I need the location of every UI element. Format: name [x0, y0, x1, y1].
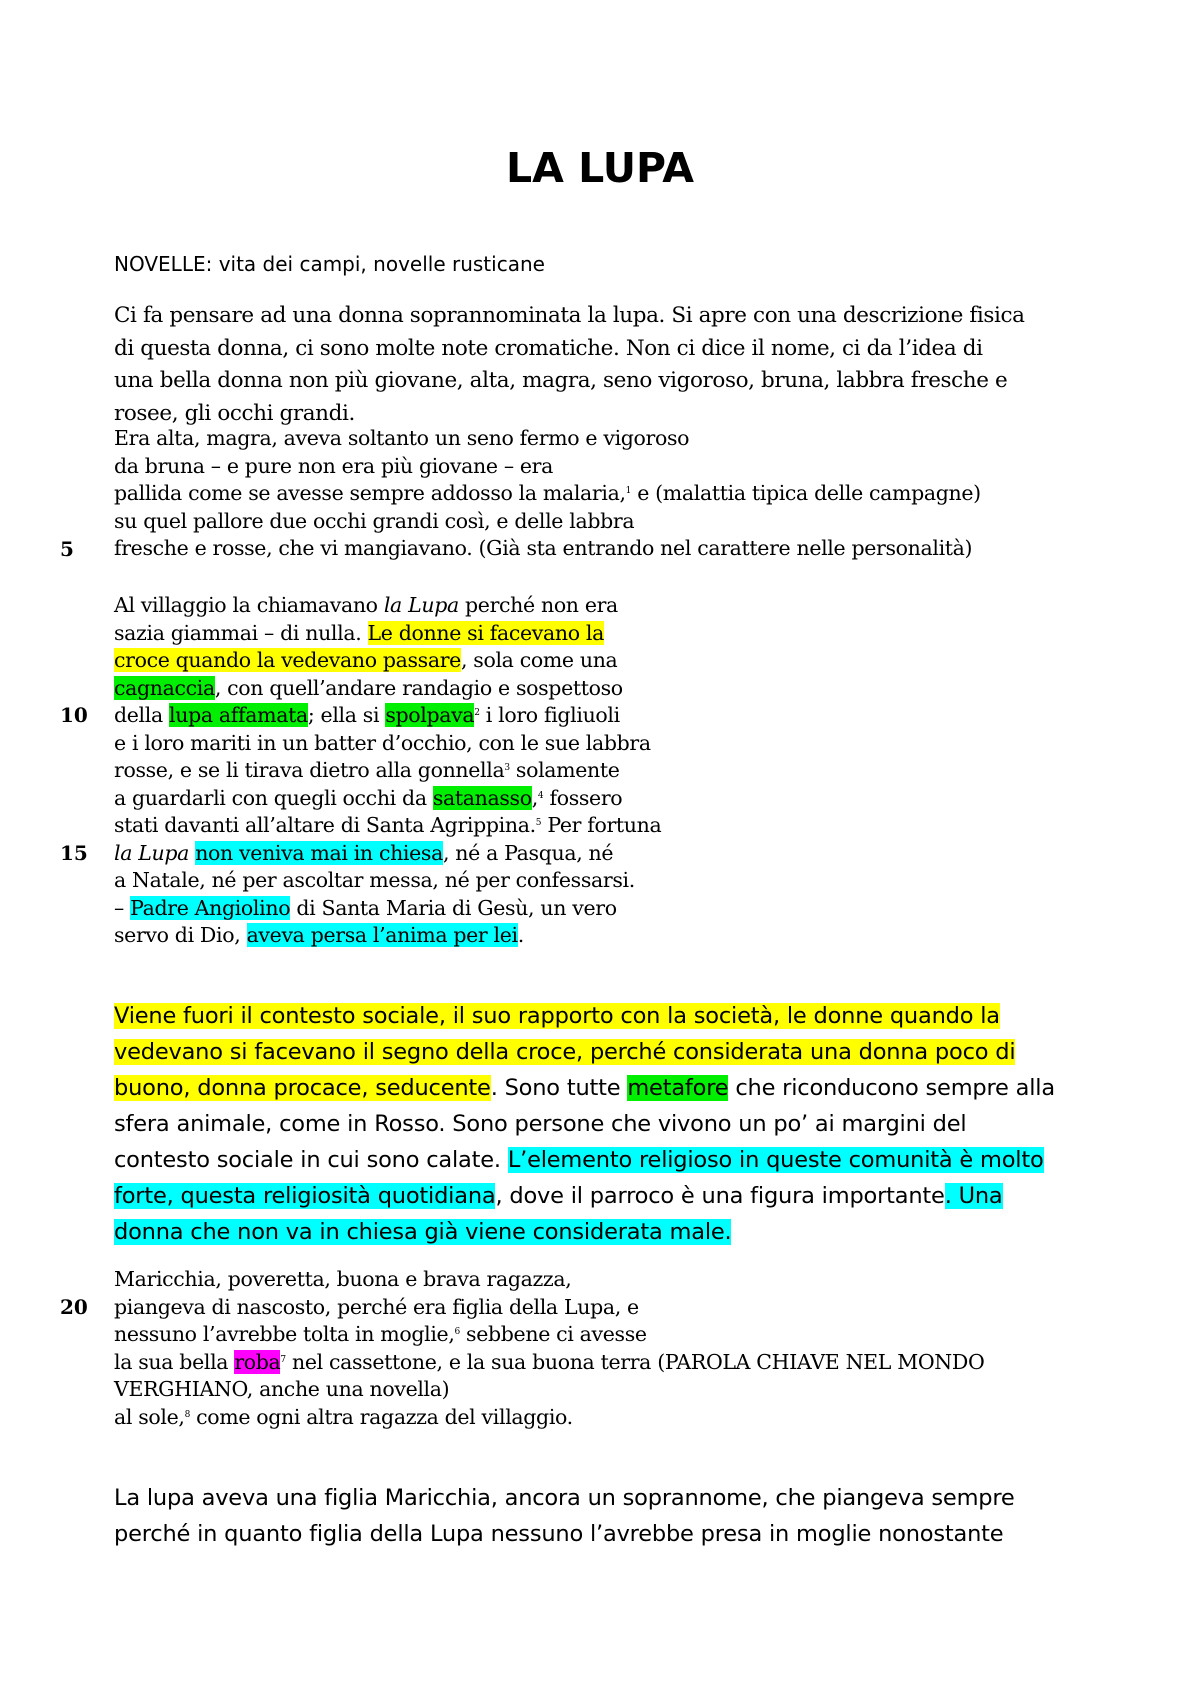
highlight-cyan: forte, questa religiosità quotidiana [114, 1183, 496, 1209]
comment-line [114, 1034, 1100, 1070]
highlight-cyan: aveva persa l’anima per lei [246, 923, 518, 947]
intro-line: Ci fa pensare ad una donna soprannominata la lupa. Si apre con una descrizione fisica [114, 303, 1025, 328]
poem-line: croce quando la vedevano passare, sola come una [114, 648, 618, 672]
highlight-yellow: buono, donna procace, seducente [114, 1075, 491, 1101]
footnote-ref: 4 [537, 790, 544, 801]
poem-line: la Lupa non veniva mai in chiesa, né a Pasqua, né [114, 840, 614, 865]
highlight-cyan: non veniva mai in chiesa [195, 840, 443, 865]
poem-excerpt-3 [114, 1266, 1100, 1431]
highlight-yellow: croce quando la vedevano passare [114, 648, 461, 672]
poem-line: piangeva di nascosto, perché era figlia della Lupa, e [114, 1294, 639, 1319]
commentary-paragraph-2 [114, 1480, 1100, 1552]
intro-paragraph [114, 300, 1100, 430]
comment-line [114, 1214, 1100, 1250]
poem-line: sazia giammai – di nulla. Le donne si facevano la [114, 620, 604, 645]
poem-line: pallida come se avesse sempre addosso la malaria,$^1$ e (malattia tipica delle campagne) [114, 481, 981, 505]
line-number: 15 [60, 841, 88, 865]
poem-line: Al villaggio la chiamavano la Lupa perché non era [114, 593, 618, 617]
comment-line [114, 998, 1100, 1034]
novelle-subtitle: NOVELLE: vita dei campi, novelle rusticane [114, 252, 545, 276]
poem-line: da bruna – e pure non era più giovane – era [114, 453, 553, 478]
highlight-yellow: Viene fuori il contesto sociale, il suo rapporto con la società, le donne quando la [114, 1003, 1000, 1029]
comment-line: La lupa aveva una figlia Maricchia, ancora un soprannome, che piangeva sempre [114, 1485, 1015, 1511]
poem-line: della lupa affamata; ella si spolpava$^2$ i loro figliuoli [114, 703, 620, 727]
intro-line: di questa donna, ci sono molte note cromatiche. Non ci dice il nome, ci da l’idea di [114, 335, 983, 361]
highlight-cyan: L’elemento religioso in queste comunità è molto [507, 1147, 1044, 1173]
poem-line: Era alta, magra, aveva soltanto un seno fermo e vigoroso [114, 426, 690, 450]
poem-line: Maricchia, poveretta, buona e brava ragazza, [114, 1267, 572, 1291]
comment-line: forte, questa religiosità quotidiana, dove il parroco è una figura importante. Una [114, 1183, 1003, 1209]
footnote-ref: 3 [504, 763, 510, 773]
highlight-magenta: roba [234, 1349, 281, 1374]
footnote-ref: 1 [625, 486, 632, 496]
document-title: LA LUPA [505, 144, 695, 192]
poem-line: servo di Dio, aveva persa l’anima per lei. [114, 923, 524, 947]
footnote-ref: 8 [184, 1409, 190, 1420]
poem-line: a guardarli con quegli occhi da satanasso,$^4$ fossero [114, 785, 623, 810]
commentary-paragraph-1 [114, 998, 1100, 1250]
highlight-yellow: Le donne si facevano la [367, 620, 604, 645]
comment-line: buono, donna procace, seducente. Sono tutte metafore che riconducono sempre alla [114, 1075, 1055, 1101]
poem-line: al sole,$^8$ come ogni altra ragazza del villaggio. [114, 1404, 573, 1429]
poem-line: VERGHIANO, anche una novella) [114, 1377, 450, 1401]
highlight-cyan: donna che non va in chiesa già viene considerata male. [114, 1219, 732, 1245]
poem-line: – Padre Angiolino di Santa Maria di Gesù, un vero [114, 895, 617, 920]
poem-line: fresche e rosse, che vi mangiavano. (Già sta entrando nel carattere nelle personalità) [114, 536, 973, 560]
poem-line: a Natale, né per ascoltar messa, né per confessarsi. [114, 868, 635, 892]
highlight-cyan: Padre Angiolino [130, 895, 291, 920]
intro-line: rosee, gli occhi grandi. [114, 400, 355, 426]
comment-line: sfera animale, come in Rosso. Sono persone che vivono un po’ ai margini del [114, 1111, 967, 1137]
intro-line: una bella donna non più giovane, alta, magra, seno vigoroso, bruna, labbra fresche e [114, 368, 1008, 393]
poem-line: rosse, e se li tirava dietro alla gonnella$^3$ solamente [114, 758, 620, 782]
line-number: 5 [60, 537, 74, 561]
highlight-green: lupa affamata [169, 703, 308, 727]
poem-line: stati davanti all’altare di Santa Agrippina.$^5$ Per fortuna [114, 813, 662, 837]
footnote-ref: 2 [474, 708, 480, 718]
highlight-green: cagnaccia [114, 675, 215, 700]
poem-excerpt-1 [114, 425, 1100, 563]
poem-line: e i loro mariti in un batter d’occhio, con le sue labbra [114, 730, 651, 755]
comment-line: contesto sociale in cui sono calate. L’elemento religioso in queste comunità è molto [114, 1147, 1044, 1173]
footnote-ref: 5 [535, 818, 542, 828]
highlight-green: metafore [627, 1075, 729, 1101]
highlight-yellow: vedevano si facevano il segno della croce, perché considerata una donna poco di [114, 1039, 1016, 1065]
comment-line: perché in quanto figlia della Lupa nessuno l’avrebbe presa in moglie nonostante [114, 1521, 1004, 1547]
poem-line: la sua bella roba$^7$ nel cassettone, e la sua buona terra (PAROLA CHIAVE NEL MONDO [114, 1349, 985, 1374]
highlight-green: spolpava [385, 703, 475, 727]
highlight-cyan: . Una [944, 1183, 1003, 1209]
poem-line: su quel pallore due occhi grandi così, e delle labbra [114, 508, 635, 533]
poem-excerpt-2 [114, 592, 1100, 950]
footnote-ref: 7 [280, 1354, 286, 1365]
highlight-green: satanasso [432, 785, 532, 810]
footnote-ref: 6 [454, 1327, 460, 1337]
line-number: 10 [60, 703, 88, 727]
poem-line: nessuno l’avrebbe tolta in moglie,$^6$ sebbene ci avesse [114, 1322, 647, 1346]
line-number: 20 [60, 1295, 88, 1319]
poem-line: cagnaccia, con quell’andare randagio e sospettoso [114, 675, 623, 700]
